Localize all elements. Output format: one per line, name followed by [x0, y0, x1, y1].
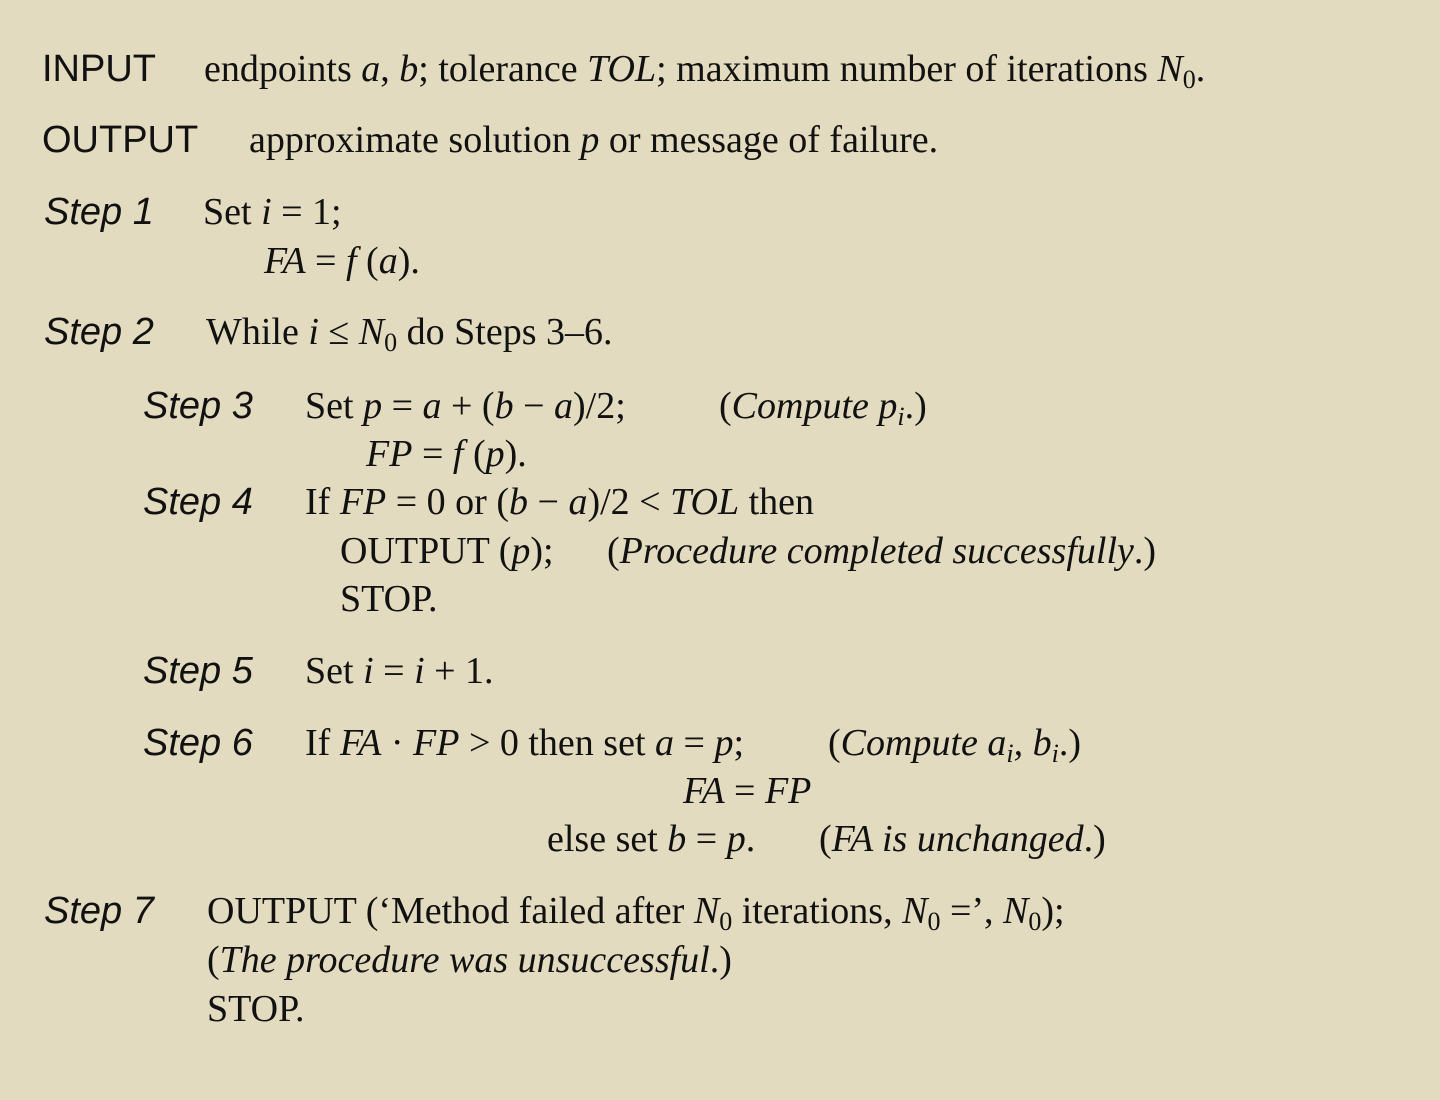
- output-description: approximate solution p or message of failure.: [249, 119, 939, 161]
- step-6-comment-2: (FA is unchanged.): [819, 818, 1106, 860]
- step-4-stop: STOP.: [340, 578, 438, 620]
- step-6-label: Step 6: [143, 722, 253, 764]
- step-3-line-1: Set p = a + (b − a)/2;: [305, 385, 626, 427]
- step-7-stop: STOP.: [207, 988, 305, 1030]
- step-6-line-3: else set b = p.: [547, 818, 756, 860]
- step-7-label: Step 7: [44, 890, 154, 932]
- step-2-line: While $i \le N_0$ do Steps 3–6.: [206, 311, 613, 357]
- step-6-line-2: FA = FP: [683, 770, 812, 812]
- step-1-line-2: FA = f (a).: [264, 240, 420, 282]
- step-4-line-1: If FP = 0 or (b − a)/2 < TOL then: [305, 481, 815, 523]
- step-7-line-1: OUTPUT (‘Method failed after $N_0$ iterations, $N_0$ =’, $N_0$);: [207, 890, 1065, 936]
- step-3-comment: (Compute $p_i$.): [719, 385, 927, 431]
- step-3-label: Step 3: [143, 385, 253, 427]
- step-4-comment: (Procedure completed successfully.): [607, 530, 1157, 572]
- step-5-line: Set i = i + 1.: [305, 650, 494, 692]
- input-description: endpoints a, b; tolerance TOL; maximum number of iterations $N_0$.: [204, 48, 1206, 94]
- step-4-label: Step 4: [143, 481, 253, 523]
- step-3-line-2: FP = f (p).: [366, 433, 527, 475]
- step-5-label: Step 5: [143, 650, 253, 692]
- step-6-comment-1: (Compute $a_i$, $b_i$.): [828, 722, 1081, 768]
- step-7-comment: (The procedure was unsuccessful.): [207, 939, 732, 981]
- step-4-output: OUTPUT (p);: [340, 530, 554, 572]
- step-1-label: Step 1: [44, 191, 154, 233]
- output-label: OUTPUT: [42, 119, 199, 161]
- step-6-line-1: If FA · FP > 0 then set a = p;: [305, 722, 745, 764]
- step-1-line-1: Set i = 1;: [203, 191, 342, 233]
- input-label: INPUT: [42, 48, 156, 90]
- step-2-label: Step 2: [44, 311, 154, 353]
